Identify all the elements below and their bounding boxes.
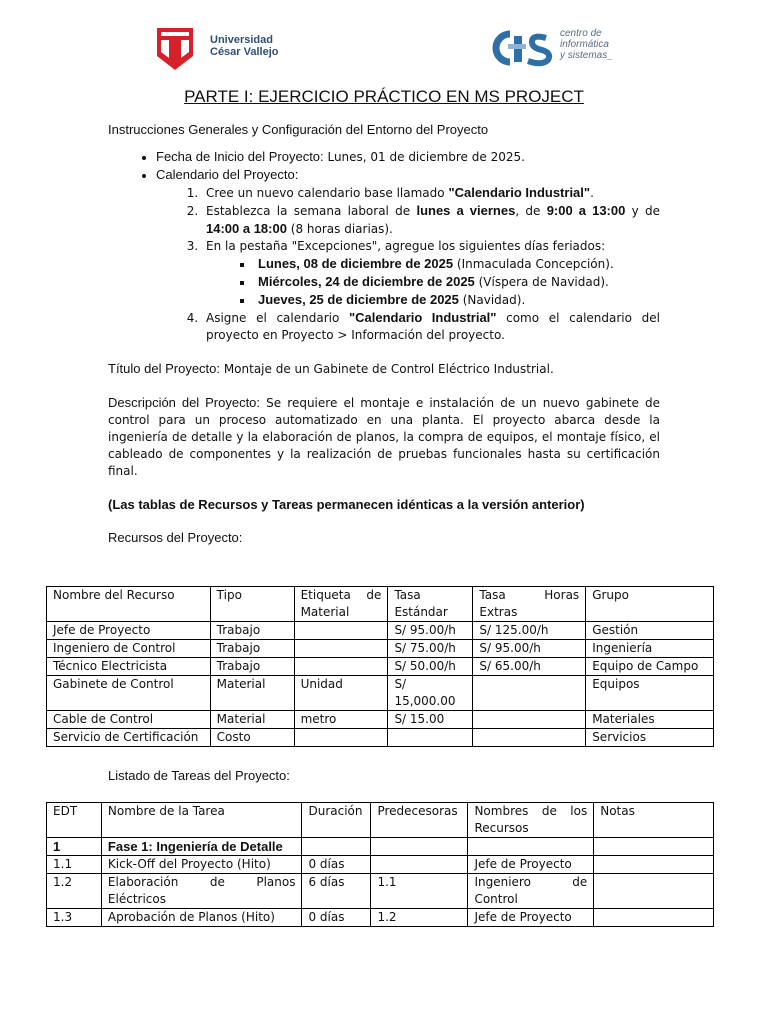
- table-row: [47, 729, 714, 747]
- table-cell: Unidad: [294, 676, 388, 711]
- table-header-row: [47, 803, 714, 838]
- table-cell: Trabajo: [210, 640, 294, 658]
- tables-note: (Las tablas de Recursos y Tareas permanecen idénticas a la versión anterior): [108, 497, 585, 512]
- table-cell: Aprobación de Planos (Hito): [101, 909, 302, 927]
- table-cell: Material: [210, 676, 294, 711]
- table-cell: Jefe de Proyecto: [468, 909, 594, 927]
- header-cell: Tasa Estándar: [388, 587, 473, 622]
- header-cell: Duración: [302, 803, 371, 838]
- header-cell: Predecesoras: [371, 803, 468, 838]
- header-cell: EDT: [47, 803, 102, 838]
- table-cell: Elaboración de Planos Eléctricos: [101, 874, 302, 909]
- header-cell: Nombre de la Tarea: [101, 803, 302, 838]
- table-cell: 1.3: [47, 909, 102, 927]
- table-cell: [294, 640, 388, 658]
- project-description: Descripción del Proyecto: Se requiere el montaje e instalación de un nuevo gabinete de control para un proceso automatizado en una planta. El proyecto abarca desde la ingeniería de detalle y la elaboración de planos, la compra de equipos, el montaje físico, el cableado de componentes y la realización de pruebas funcionales hasta su certificación final.: [108, 395, 661, 478]
- table-cell: [594, 856, 714, 874]
- table-cell: S/ 125.00/h: [473, 622, 586, 640]
- table-cell: [294, 622, 388, 640]
- table-cell: metro: [294, 711, 388, 729]
- table-cell: Jefe de Proyecto: [468, 856, 594, 874]
- table-cell: [371, 838, 468, 856]
- table-cell: Kick-Off del Proyecto (Hito): [101, 856, 302, 874]
- table-cell: S/ 15,000.00: [388, 676, 473, 711]
- resources-table: [46, 586, 714, 747]
- table-cell: [594, 909, 714, 927]
- page-title: PARTE I: EJERCICIO PRÁCTICO EN MS PROJECT: [184, 87, 584, 106]
- table-cell: 1.1: [371, 874, 468, 909]
- table-cell: Gabinete de Control: [47, 676, 211, 711]
- holiday-item: ▪ Jueves, 25 de diciembre de 2025 (Navidad).: [254, 291, 660, 309]
- table-cell: 0 días: [302, 856, 371, 874]
- instructions-heading: Instrucciones Generales y Configuración del Entorno del Proyecto: [108, 122, 489, 137]
- table-cell: 1.1: [47, 856, 102, 874]
- table-cell: Jefe de Proyecto: [47, 622, 211, 640]
- table-cell: S/ 95.00/h: [473, 640, 586, 658]
- table-cell: [294, 729, 388, 747]
- table-cell: Trabajo: [210, 658, 294, 676]
- table-cell: Técnico Electricista: [47, 658, 211, 676]
- table-cell: Ingeniero de Control: [468, 874, 594, 909]
- table-cell: [468, 838, 594, 856]
- table-cell: [473, 711, 586, 729]
- tasks-table: [46, 802, 714, 927]
- table-cell: Material: [210, 711, 294, 729]
- config-list: [108, 148, 660, 344]
- table-cell: 1.2: [47, 874, 102, 909]
- table-row: [47, 676, 714, 711]
- calendar-item: • Calendario del Proyecto: 1. Cree un nuevo calendario base llamado "Calendario Industrial". 2. Establezca la semana laboral de lunes a viernes, de 9:00 a 13:00 y de 14:00 a 18:00 (8 horas diarias). 3. En la pestaña "Excepciones", agregue los siguientes días feriados: ▪ Lunes, 08 de diciembre de 2025 (Inmaculada Concepción). ▪ Miércoles, 24 de diciembre de 2025 (Víspera de Navidad). ▪ Jueves, 25 de diciembre de 2025 (Navidad). 4. Asigne el calendario "Calendario Industrial" como el calendario del proyecto en Proyecto > Información del proyecto.: [156, 166, 660, 344]
- table-cell: Materiales: [586, 711, 714, 729]
- table-row: [47, 711, 714, 729]
- table-header-row: [47, 587, 714, 622]
- table-cell: [388, 729, 473, 747]
- table-row: [47, 622, 714, 640]
- step-4: 4. Asigne el calendario "Calendario Industrial" como el calendario del proyecto en Proyecto > Información del proyecto.: [202, 309, 660, 344]
- table-row: [47, 874, 714, 909]
- table-cell: S/ 50.00/h: [388, 658, 473, 676]
- document-body: [108, 88, 660, 546]
- table-cell: [371, 856, 468, 874]
- table-cell: Servicio de Certificación: [47, 729, 211, 747]
- table-row: [47, 640, 714, 658]
- header-cell: Tipo: [210, 587, 294, 622]
- table-cell: [473, 729, 586, 747]
- table-cell: Cable de Control: [47, 711, 211, 729]
- table-cell: Gestión: [586, 622, 714, 640]
- table-cell: Trabajo: [210, 622, 294, 640]
- ucv-shield-logo: [155, 26, 195, 72]
- table-cell: [294, 658, 388, 676]
- table-cell: [473, 676, 586, 711]
- cis-wordmark: centro de informática y sistemas_: [560, 28, 613, 61]
- step-2: 2. Establezca la semana laboral de lunes a viernes, de 9:00 a 13:00 y de 14:00 a 18:00 (8 horas diarias).: [202, 202, 660, 238]
- table-cell: S/ 95.00/h: [388, 622, 473, 640]
- holiday-list: [206, 255, 660, 309]
- table-cell: Equipos: [586, 676, 714, 711]
- holiday-item: ▪ Lunes, 08 de diciembre de 2025 (Inmaculada Concepción).: [254, 255, 660, 273]
- table-cell: 1: [47, 838, 102, 856]
- table-cell: S/ 15.00: [388, 711, 473, 729]
- table-cell: [594, 838, 714, 856]
- resources-heading: Recursos del Proyecto:: [108, 530, 243, 545]
- start-date-item: • Fecha de Inicio del Proyecto: Lunes, 01 de diciembre de 2025.: [156, 148, 660, 166]
- table-cell: 6 días: [302, 874, 371, 909]
- holiday-item: ▪ Miércoles, 24 de diciembre de 2025 (Víspera de Navidad).: [254, 273, 660, 291]
- table-cell: Ingeniero de Control: [47, 640, 211, 658]
- header-cell: Tasa Horas Extras: [473, 587, 586, 622]
- table-cell: Costo: [210, 729, 294, 747]
- table-cell: Fase 1: Ingeniería de Detalle: [101, 838, 302, 856]
- table-cell: Ingeniería: [586, 640, 714, 658]
- table-row: [47, 658, 714, 676]
- table-cell: 1.2: [371, 909, 468, 927]
- tasks-heading: Listado de Tareas del Proyecto:: [108, 768, 290, 783]
- header-cell: Nombres de los Recursos: [468, 803, 594, 838]
- header-cell: Nombre del Recurso: [47, 587, 211, 622]
- page-header: [0, 18, 768, 78]
- cis-logo: [488, 28, 558, 68]
- step-3: 3. En la pestaña "Excepciones", agregue los siguientes días feriados: ▪ Lunes, 08 de diciembre de 2025 (Inmaculada Concepción). ▪ Miércoles, 24 de diciembre de 2025 (Víspera de Navidad). ▪ Jueves, 25 de diciembre de 2025 (Navidad).: [202, 238, 660, 309]
- table-cell: Servicios: [586, 729, 714, 747]
- table-row: [47, 856, 714, 874]
- ucv-wordmark: Universidad César Vallejo: [210, 34, 279, 58]
- calendar-steps: [156, 184, 660, 344]
- project-title: Título del Proyecto: Montaje de un Gabinete de Control Eléctrico Industrial.: [108, 361, 554, 376]
- table-cell: 0 días: [302, 909, 371, 927]
- table-cell: Equipo de Campo: [586, 658, 714, 676]
- table-cell: S/ 65.00/h: [473, 658, 586, 676]
- table-cell: [302, 838, 371, 856]
- table-row: [47, 909, 714, 927]
- step-1: 1. Cree un nuevo calendario base llamado "Calendario Industrial".: [202, 184, 660, 202]
- header-cell: Grupo: [586, 587, 714, 622]
- header-cell: Notas: [594, 803, 714, 838]
- table-row: [47, 838, 714, 856]
- header-cell: Etiqueta de Material: [294, 587, 388, 622]
- table-cell: [594, 874, 714, 909]
- table-cell: S/ 75.00/h: [388, 640, 473, 658]
